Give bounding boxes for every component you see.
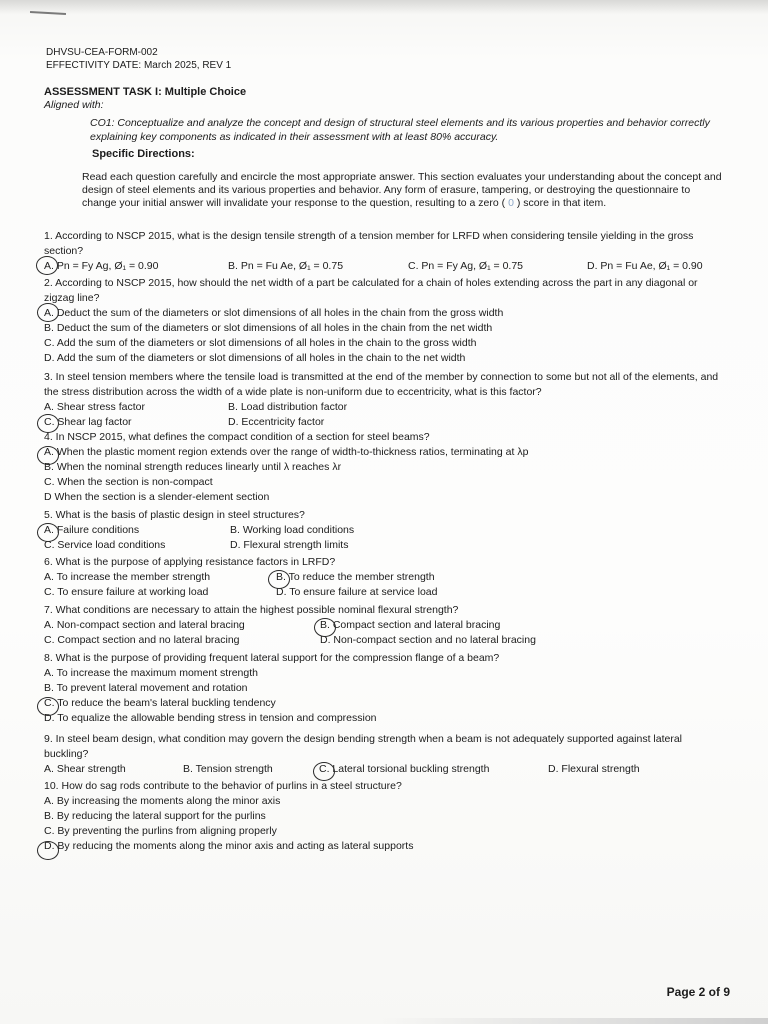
- option-a[interactable]: A. Non-compact section and lateral bracing: [44, 619, 245, 631]
- instructions-pre: Read each question carefully and encircle the most appropriate answer. This section evaluates your understanding about the concept and design of steel elements and its various properties and behavior. Any form of erasure, tampering, or destroying the questionnaire to change your initial answer will invalidate your response to the question, resulting to a zero (: [82, 171, 722, 209]
- options-row: [44, 259, 724, 274]
- question-8: [44, 651, 724, 726]
- options-row: [44, 523, 724, 538]
- option-b[interactable]: B. Pn = Fu Ae, Ø₁ = 0.75: [228, 260, 344, 272]
- directions-label: Specific Directions:: [92, 148, 195, 160]
- question-2: [44, 276, 724, 366]
- course-outcome: CO1: Conceptualize and analyze the concept and design of structural steel elements and its various properties and behavior correctly explaining key components as indicated in their assessment with at least 80% accuracy.: [90, 117, 710, 143]
- question-10: [44, 779, 724, 854]
- options-row: [44, 570, 724, 585]
- option-d[interactable]: D. Eccentricity factor: [228, 416, 325, 428]
- option-d[interactable]: D. Pn = Fu Ae, Ø₁ = 0.90: [587, 260, 703, 272]
- question-9: [44, 732, 724, 777]
- question-3: [44, 370, 724, 430]
- option-a[interactable]: A. Shear strength: [44, 763, 126, 775]
- effectivity-date: EFFECTIVITY DATE: March 2025, REV 1: [46, 60, 232, 71]
- option-a[interactable]: A. When the plastic moment region extends over the range of width-to-thickness ratios, terminating at λp: [44, 446, 529, 458]
- aligned-with-label: Aligned with:: [44, 99, 104, 111]
- option-d[interactable]: D. To equalize the allowable bending stress in tension and compression: [44, 712, 377, 724]
- option-b[interactable]: B. When the nominal strength reduces linearly until λ reaches λr: [44, 461, 342, 473]
- option-c[interactable]: C. Service load conditions: [44, 539, 166, 551]
- option-c[interactable]: C. Lateral torsional buckling strength: [319, 763, 490, 775]
- options-row: [44, 633, 724, 648]
- options-row: [44, 538, 724, 553]
- question-stem: 9. In steel beam design, what condition may govern the design bending strength when a beam is not adequately supported against lateral buckling?: [44, 733, 682, 760]
- options-row: [44, 618, 724, 633]
- option-b[interactable]: B. Deduct the sum of the diameters or slot dimensions of all holes in the chain from the net width: [44, 322, 493, 334]
- question-stem: 2. According to NSCP 2015, how should the net width of a part be calculated for a chain of holes extending across the part in any diagonal or zigzag line?: [44, 277, 698, 304]
- option-b[interactable]: B. Load distribution factor: [228, 401, 348, 413]
- option-d[interactable]: D. Add the sum of the diameters or slot dimensions of all holes in the chain to the net width: [44, 352, 466, 364]
- instructions-text: [82, 171, 722, 210]
- option-b[interactable]: B. By reducing the lateral support for the purlins: [44, 810, 266, 822]
- page-bottom-edge: [380, 1018, 768, 1024]
- options-row: [44, 762, 724, 777]
- form-code: DHVSU-CEA-FORM-002: [46, 47, 158, 58]
- option-b[interactable]: B. To prevent lateral movement and rotation: [44, 682, 248, 694]
- question-1: [44, 229, 724, 274]
- instructions-zero: 0: [508, 197, 514, 209]
- option-a[interactable]: A. By increasing the moments along the minor axis: [44, 795, 281, 807]
- option-d[interactable]: D When the section is a slender-element section: [44, 491, 270, 503]
- option-a[interactable]: A. Shear stress factor: [44, 401, 145, 413]
- option-c[interactable]: C. Compact section and no lateral bracing: [44, 634, 240, 646]
- question-stem: 10. How do sag rods contribute to the behavior of purlins in a steel structure?: [44, 780, 402, 792]
- option-b[interactable]: B. To reduce the member strength: [276, 571, 435, 583]
- option-c[interactable]: C. Add the sum of the diameters or slot dimensions of all holes in the chain to the gross width: [44, 337, 477, 349]
- option-d[interactable]: D. By reducing the moments along the minor axis and acting as lateral supports: [44, 840, 414, 852]
- question-stem: 1. According to NSCP 2015, what is the design tensile strength of a tension member for LRFD when considering tensile yielding in the gross section?: [44, 230, 694, 257]
- option-c[interactable]: C. By preventing the purlins from aligning properly: [44, 825, 277, 837]
- question-stem: 5. What is the basis of plastic design in steel structures?: [44, 509, 305, 521]
- options-row: [44, 585, 724, 600]
- question-6: [44, 555, 724, 600]
- option-c[interactable]: C. When the section is non-compact: [44, 476, 213, 488]
- document-header: [46, 46, 231, 72]
- question-stem: 8. What is the purpose of providing frequent lateral support for the compression flange of a beam?: [44, 652, 500, 664]
- option-c[interactable]: C. Shear lag factor: [44, 416, 132, 428]
- option-a[interactable]: A. Pn = Fy Ag, Ø₁ = 0.90: [44, 260, 159, 272]
- option-b[interactable]: B. Tension strength: [183, 763, 273, 775]
- option-d[interactable]: D. Flexural strength: [548, 763, 640, 775]
- option-b[interactable]: B. Compact section and lateral bracing: [320, 619, 501, 631]
- question-7: [44, 603, 724, 648]
- page-number: Page 2 of 9: [666, 985, 730, 999]
- option-d[interactable]: D. To ensure failure at service load: [276, 586, 438, 598]
- option-c[interactable]: C. To ensure failure at working load: [44, 586, 209, 598]
- options-row: [44, 400, 724, 415]
- option-d[interactable]: D. Non-compact section and no lateral bracing: [320, 634, 536, 646]
- option-a[interactable]: A. Failure conditions: [44, 524, 140, 536]
- instructions-post: ) score in that item.: [516, 197, 607, 209]
- task-title: ASSESSMENT TASK I: Multiple Choice: [44, 86, 247, 98]
- question-stem: 3. In steel tension members where the tensile load is transmitted at the end of the member by connection to some but not all of the elements, and the stress distribution across the width of a wide plate is non-uniform due to eccentricity, what is this factor?: [44, 371, 719, 398]
- option-a[interactable]: A. To increase the member strength: [44, 571, 211, 583]
- question-4: [44, 430, 724, 505]
- question-stem: 6. What is the purpose of applying resistance factors in LRFD?: [44, 556, 336, 568]
- option-b[interactable]: B. Working load conditions: [230, 524, 355, 536]
- option-c[interactable]: C. Pn = Fy Ag, Ø₁ = 0.75: [408, 260, 524, 272]
- option-c[interactable]: C. To reduce the beam's lateral buckling tendency: [44, 697, 276, 709]
- question-5: [44, 508, 724, 553]
- options-row: [44, 415, 724, 430]
- option-d[interactable]: D. Flexural strength limits: [230, 539, 349, 551]
- option-a[interactable]: A. To increase the maximum moment strength: [44, 667, 258, 679]
- question-stem: 4. In NSCP 2015, what defines the compact condition of a section for steel beams?: [44, 431, 430, 443]
- question-stem: 7. What conditions are necessary to attain the highest possible nominal flexural strength?: [44, 604, 459, 616]
- option-a[interactable]: A. Deduct the sum of the diameters or slot dimensions of all holes in the chain from the gross width: [44, 307, 504, 319]
- page-top-shadow: [0, 0, 768, 14]
